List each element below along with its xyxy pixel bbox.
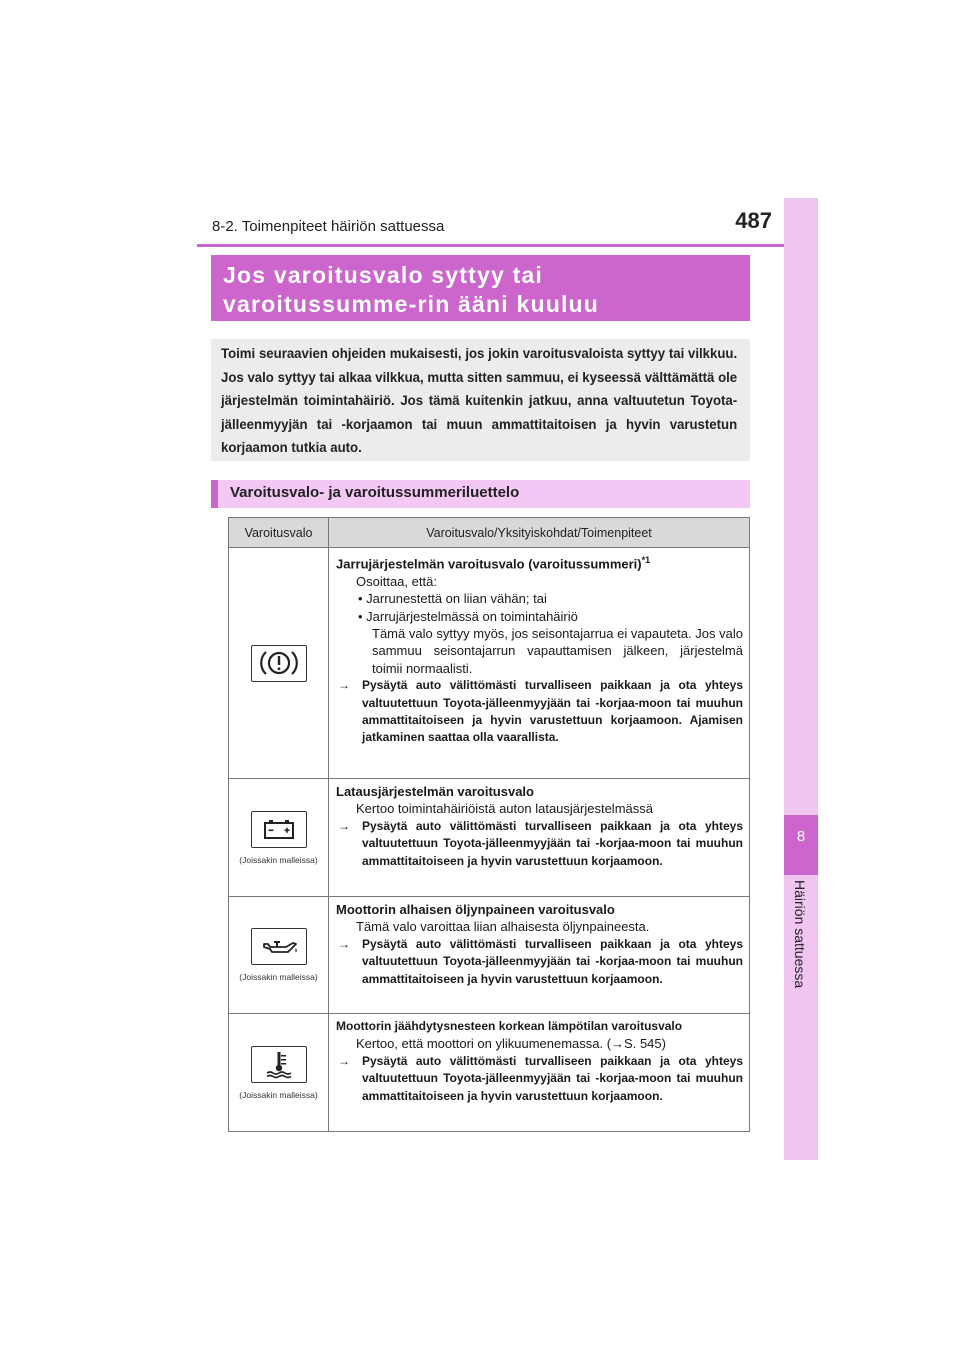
- row-title: Jarrujärjestelmän varoitusvalo (varoitussummeri)$^{*1}$: [336, 555, 651, 572]
- model-note: (Joissakin malleissa): [239, 854, 318, 865]
- icon-cell: [229, 1014, 329, 1132]
- table-row: [229, 548, 750, 779]
- row-action: → Pysäytä auto välittömästi turvalliseen paikkaan ja ota yhteys valtuutettuun Toyota-jälleenmyyjään tai -korjaa-moon tai muuhun ammattitaitoiseen ja hyvin varustettuun korjaamoon. Ajamisen jatkaminen saattaa olla vaarallista.: [336, 677, 743, 747]
- icon-cell: [229, 897, 329, 1014]
- intro-text: Toimi seuraavien ohjeiden mukaisesti, jos jokin varoitusvaloista syttyy tai vilkkuu. Jos valo syttyy tai alkaa vilkkua, mutta sitten sammuu, ei kyseessä välttämättä ole järjestelmän toimintahäiriö. Jos tämä kuitenkin jatkuu, anna valtuutetun Toyota-jälleenmyyjän tai -korjaamon tai muun ammattitaitoisen ja hyvin varustetun korjaamon tutkia auto.: [221, 346, 738, 456]
- side-tab-number: 8: [796, 828, 806, 845]
- arrow-icon: →: [338, 818, 350, 833]
- arrow-icon: →: [338, 678, 350, 693]
- brake-warning-icon: [251, 645, 307, 682]
- subheading-bar: [211, 480, 218, 508]
- header-rule: [197, 244, 818, 247]
- table-row: [229, 897, 750, 1014]
- text-cell: [329, 1014, 750, 1132]
- row-action: → Pysäytä auto välittömästi turvalliseen paikkaan ja ota yhteys valtuutettuun Toyota-jälleenmyyjään tai -korjaa-moon tai muuhun ammattitaitoiseen ja hyvin varustettuun korjaamoon.: [336, 818, 743, 870]
- row-title: Latausjärjestelmän varoitusvalo: [336, 784, 534, 799]
- table-header-cell: Varoitusvalo: [229, 518, 329, 548]
- intro-box: [211, 339, 750, 461]
- bullet-item: • Jarrunestettä on liian vähän; tai: [336, 590, 743, 607]
- bullet-item: • Jarrujärjestelmässä on toimintahäiriö: [336, 608, 743, 625]
- warning-light-table: [228, 517, 750, 1132]
- table-row: [229, 779, 750, 897]
- icon-cell: [229, 779, 329, 897]
- section-title: 8-2. Toimenpiteet häiriön sattuessa: [212, 218, 445, 235]
- side-tab-number-box: [784, 815, 818, 875]
- table-header-cell: Varoitusvalo/Yksityiskohdat/Toimenpiteet: [329, 518, 750, 548]
- row-description: Kertoo, että moottori on ylikuumenemassa. (→S. 545): [356, 1036, 666, 1052]
- coolant-temperature-icon: [251, 1046, 307, 1083]
- title-box: [211, 255, 750, 321]
- row-description: Osoittaa, että:: [356, 573, 437, 589]
- row-continuation: Tämä valo syttyy myös, jos seisontajarrua ei vapauteta. Jos valo sammuu seisontajarrun vapauttamisen jälkeen, järjestelmä toimii normaalisti.: [372, 625, 743, 676]
- row-title: Moottorin alhaisen öljynpaineen varoitusvalo: [336, 902, 615, 917]
- table-header-row: [229, 518, 750, 548]
- page-number: 487: [735, 208, 772, 233]
- model-note: (Joissakin malleissa): [239, 972, 318, 982]
- oil-pressure-icon: [251, 928, 307, 965]
- table-row: [229, 1014, 750, 1132]
- subheading-box: [211, 480, 750, 508]
- model-note: (Joissakin malleissa): [239, 1089, 318, 1100]
- icon-cell: [229, 548, 329, 779]
- row-title: Moottorin jäähdytysnesteen korkean lämpötilan varoitusvalo: [336, 1019, 683, 1033]
- side-tab-label: Häiriön sattuessa: [792, 880, 808, 989]
- arrow-icon: →: [338, 1053, 350, 1068]
- row-action: → Pysäytä auto välittömästi turvalliseen paikkaan ja ota yhteys valtuutettuun Toyota-jälleenmyyjään tai -korjaa-moon tai muuhun ammattitaitoiseen ja hyvin varustettuun korjaamoon.: [336, 1053, 743, 1105]
- text-cell: [329, 548, 750, 779]
- text-cell: [329, 897, 750, 1014]
- subheading: Varoitusvalo- ja varoitussummeriluettelo: [230, 484, 520, 501]
- battery-icon: [251, 811, 307, 848]
- row-description: Kertoo toimintahäiriöistä auton latausjärjestelmässä: [356, 801, 653, 817]
- page-title: Jos varoitusvalo syttyy tai varoitussumme-rin ääni kuuluu: [223, 262, 600, 317]
- page-header: [212, 208, 772, 240]
- row-action: → Pysäytä auto välittömästi turvalliseen paikkaan ja ota yhteys valtuutettuun Toyota-jälleenmyyjään tai -korjaa-moon tai muuhun ammattitaitoiseen ja hyvin varustettuun korjaamoon.: [336, 936, 743, 988]
- text-cell: [329, 779, 750, 897]
- arrow-icon: →: [338, 936, 350, 951]
- row-description: Tämä valo varoittaa liian alhaisesta öljynpaineesta.: [356, 919, 650, 935]
